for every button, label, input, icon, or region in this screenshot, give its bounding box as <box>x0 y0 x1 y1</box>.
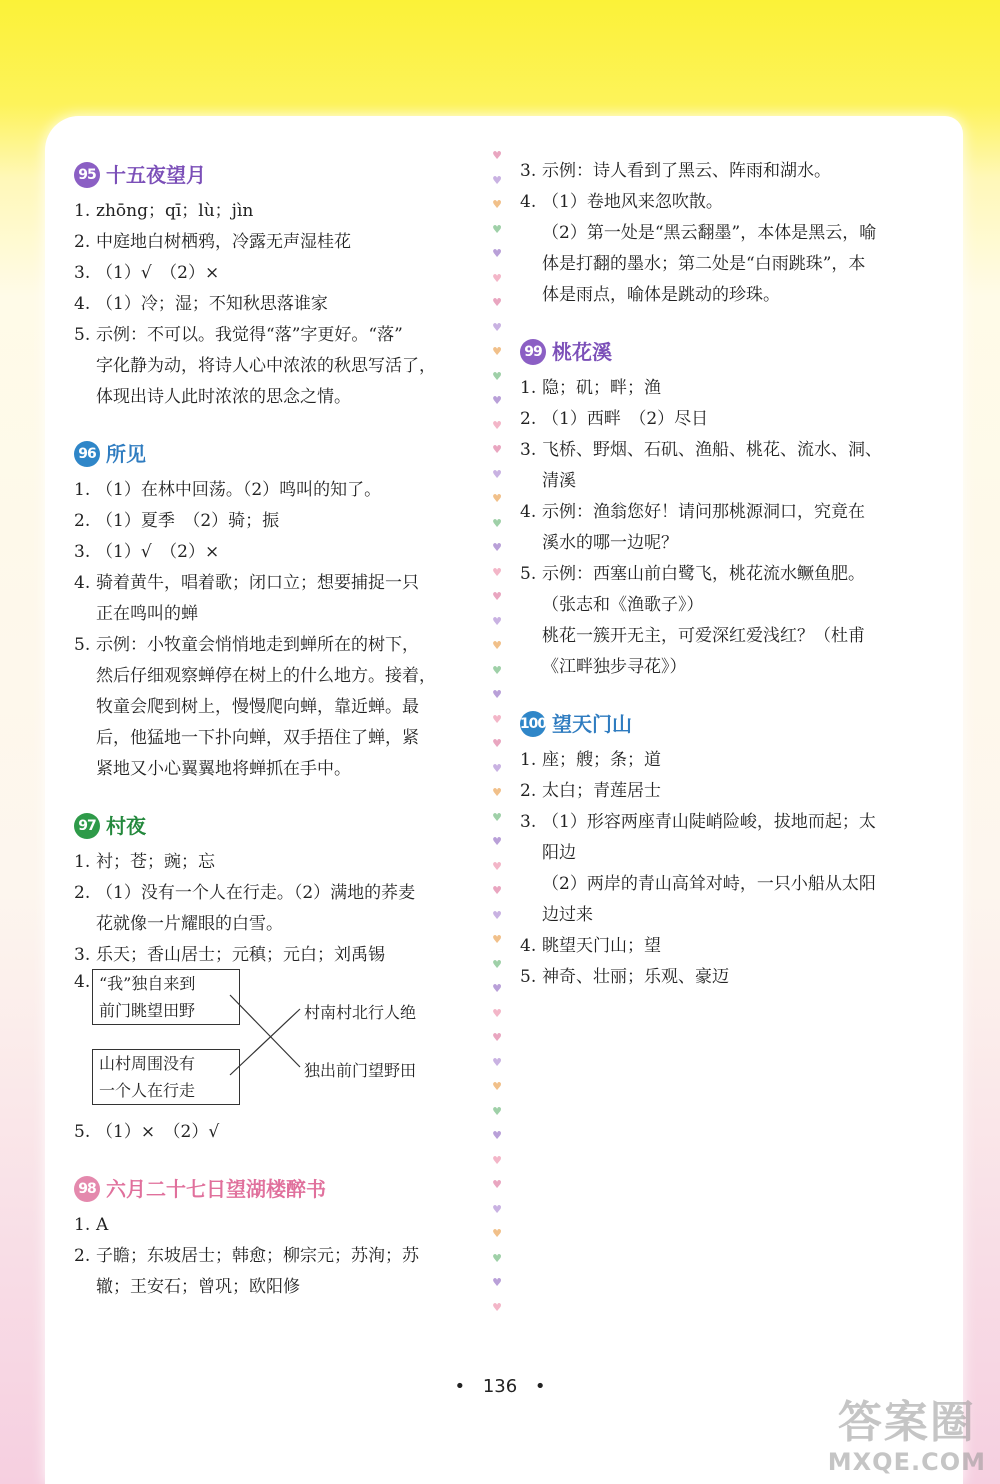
heart-icon: ♥ <box>492 786 502 799</box>
item-number: 2. <box>74 883 91 903</box>
answer-list <box>520 156 920 311</box>
answer-line: 清溪 <box>542 471 576 491</box>
section-97 <box>74 807 474 1148</box>
item-number: 5. <box>520 564 537 584</box>
watermark-url: MXQE.COM <box>827 1448 986 1476</box>
answer-list <box>520 373 920 683</box>
answer-item <box>74 878 474 940</box>
item-number: 5. <box>74 1122 91 1142</box>
watermark-logo: 答案圈 <box>837 1397 976 1448</box>
answer-item <box>74 1241 474 1303</box>
answer-line: 衬；苍；豌；忘 <box>96 852 215 872</box>
item-number: 3. <box>74 945 91 965</box>
answer-item <box>74 506 474 537</box>
answer-item <box>520 404 920 435</box>
heart-icon: ♥ <box>492 639 502 652</box>
answer-line: 骑着黄牛，唱着歌；闭口立；想要捕捉一只 <box>96 573 419 593</box>
answer-line: 子瞻；东坡居士；韩愈；柳宗元；苏洵；苏 <box>96 1246 419 1266</box>
heart-icon: ♥ <box>492 1080 502 1093</box>
answer-line: （1）夏季 （2）骑；振 <box>96 511 280 531</box>
answer-line: zhōng；qī；lù；jìn <box>96 201 254 221</box>
heart-icon: ♥ <box>492 614 502 628</box>
heart-icon: ♥ <box>492 467 502 481</box>
answer-line: 示例：西塞山前白鹭飞，桃花流水鳜鱼肥。 <box>542 564 865 584</box>
item-number: 4. <box>74 573 91 593</box>
answer-line: （2）两岸的青山高耸对峙，一只小船从太阳 <box>542 874 876 894</box>
answer-line: 辙；王安石；曾巩；欧阳修 <box>96 1277 300 1297</box>
answer-item <box>520 962 920 993</box>
section-header <box>520 705 920 743</box>
heart-icon: ♥ <box>492 222 502 236</box>
answer-item <box>74 568 474 630</box>
heart-icon: ♥ <box>492 320 502 334</box>
heart-icon: ♥ <box>492 247 502 260</box>
answer-item <box>74 847 474 878</box>
heart-icon: ♥ <box>492 859 502 873</box>
heart-icon: ♥ <box>492 1300 502 1314</box>
heart-icon: ♥ <box>492 1129 502 1142</box>
answer-line: （张志和《渔歌子》） <box>542 595 704 615</box>
answer-item <box>520 559 920 683</box>
answer-line: 体现出诗人此时浓浓的思念之情。 <box>96 387 351 407</box>
section-title: 所见 <box>106 441 146 466</box>
heart-icon: ♥ <box>492 369 502 383</box>
section-number-badge: 99 <box>520 339 546 365</box>
answer-line: （1）西畔 （2）尽日 <box>542 409 709 429</box>
answer-item <box>520 435 920 497</box>
item-number: 5. <box>520 967 537 987</box>
item-number: 4. <box>520 936 537 956</box>
answer-line: 中庭地白树栖鸦，冷露无声湿桂花 <box>96 232 351 252</box>
section-title: 六月二十七日望湖楼醉书 <box>106 1176 326 1201</box>
heart-icon: ♥ <box>492 173 502 187</box>
section-98 <box>74 1170 474 1303</box>
section-title: 望天门山 <box>552 711 632 736</box>
heart-icon: ♥ <box>492 443 502 456</box>
answer-line: 座；艘；条；道 <box>542 750 661 770</box>
box-line: 前门眺望田野 <box>99 1001 196 1020</box>
answer-item <box>520 187 920 311</box>
section-title: 桃花溪 <box>552 339 612 364</box>
answer-line: 溪水的哪一边呢？ <box>542 533 678 553</box>
heart-icon: ♥ <box>492 345 502 358</box>
heart-icon: ♥ <box>492 933 502 946</box>
item-number: 3. <box>74 263 91 283</box>
heart-icon: ♥ <box>492 712 502 726</box>
heart-icon: ♥ <box>492 761 502 775</box>
item-number: 3. <box>520 161 537 181</box>
heart-icon: ♥ <box>492 1251 502 1265</box>
answer-line: （1）卷地风来忽吹散。 <box>542 192 723 212</box>
section-number-badge: 97 <box>74 813 100 839</box>
right-column <box>520 156 920 1015</box>
item-number: 1. <box>74 1215 91 1235</box>
heart-icon: ♥ <box>492 149 502 162</box>
answer-list <box>74 847 474 971</box>
answer-item <box>74 320 474 413</box>
item-number: 5. <box>74 325 91 345</box>
heart-icon: ♥ <box>492 1031 502 1044</box>
answer-item <box>74 537 474 568</box>
item-number: 3. <box>520 812 537 832</box>
item-number: 3. <box>520 440 537 460</box>
answer-line: 后，他猛地一下扑向蝉，双手捂住了蝉，紧 <box>96 728 419 748</box>
item-number: 2. <box>520 781 537 801</box>
item-number: 1. <box>520 378 537 398</box>
match-box-1 <box>92 969 240 1025</box>
heart-icon: ♥ <box>492 663 502 677</box>
answer-line: 太白；青莲居士 <box>542 781 661 801</box>
item-number: 1. <box>520 750 537 770</box>
watermark <box>828 1398 986 1476</box>
answer-line: 体是打翻的墨水；第二处是“白雨跳珠”，本 <box>542 254 866 274</box>
answer-item <box>74 475 474 506</box>
heart-icon: ♥ <box>492 1276 502 1289</box>
section-100 <box>520 705 920 993</box>
heart-icon: ♥ <box>492 1202 502 1216</box>
item-number: 1. <box>74 201 91 221</box>
answer-line: 神奇、壮丽；乐观、豪迈 <box>542 967 729 987</box>
answer-item <box>520 745 920 776</box>
page-number-value: 136 <box>482 1376 518 1397</box>
heart-icon: ♥ <box>492 908 502 922</box>
section-header <box>74 435 474 473</box>
answer-line: 乐天；香山居士；元稹；元白；刘禹锡 <box>96 945 385 965</box>
item-number: 4. <box>520 192 537 212</box>
answer-line: 体是雨点，喻体是跳动的珍珠。 <box>542 285 780 305</box>
answer-item <box>520 497 920 559</box>
box-line: 一个人在行走 <box>99 1081 196 1100</box>
answer-item <box>74 1210 474 1241</box>
answer-line: 示例：渔翁您好！请问那桃源洞口，究竟在 <box>542 502 865 522</box>
item-number: 2. <box>74 511 91 531</box>
item-number: 5. <box>74 635 91 655</box>
answer-line: 示例：诗人看到了黑云、阵雨和湖水。 <box>542 161 831 181</box>
answer-item <box>520 156 920 187</box>
heart-icon: ♥ <box>492 198 502 211</box>
match-answer-2: 独出前门望野田 <box>304 1061 417 1080</box>
heart-icon: ♥ <box>492 810 502 824</box>
answer-line: （1）形容两座青山陡峭险峻，拔地而起；太 <box>542 812 876 832</box>
answer-line: 飞桥、野烟、石矶、渔船、桃花、流水、洞、 <box>542 440 882 460</box>
section-98-continued <box>520 156 920 311</box>
match-answer-1: 村南村北行人绝 <box>304 1003 417 1022</box>
page-number <box>0 1376 1000 1397</box>
heart-icon: ♥ <box>492 418 502 432</box>
section-header <box>74 156 474 194</box>
heart-icon: ♥ <box>492 835 502 848</box>
heart-icon: ♥ <box>492 884 502 897</box>
answer-list <box>74 475 474 785</box>
heart-icon: ♥ <box>492 565 502 579</box>
heart-icon: ♥ <box>492 957 502 971</box>
page-dot-right: • <box>534 1376 546 1397</box>
answer-list <box>74 1210 474 1303</box>
item-number: 4. <box>74 972 91 992</box>
answer-line: 眺望天门山；望 <box>542 936 661 956</box>
answer-line: 《江畔独步寻花》） <box>542 657 687 677</box>
heart-icon: ♥ <box>492 541 502 554</box>
matching-diagram <box>74 967 474 1117</box>
heart-icon: ♥ <box>492 1227 502 1240</box>
item-number: 2. <box>520 409 537 429</box>
answer-line: 示例：小牧童会悄悄地走到蝉所在的树下， <box>96 635 419 655</box>
item-number: 4. <box>74 294 91 314</box>
answer-item <box>74 289 474 320</box>
left-column <box>74 156 474 1325</box>
heart-icon: ♥ <box>492 688 502 701</box>
item-number: 3. <box>74 542 91 562</box>
answer-line: 花就像一片耀眼的白雪。 <box>96 914 283 934</box>
item-number: 2. <box>74 1246 91 1266</box>
section-header <box>74 1170 474 1208</box>
match-box-2 <box>92 1049 240 1105</box>
answer-item <box>74 1117 474 1148</box>
match-cross-lines <box>228 967 304 1107</box>
heart-icon: ♥ <box>492 1178 502 1191</box>
section-95 <box>74 156 474 413</box>
heart-divider <box>483 150 511 1350</box>
answer-line: （1）√ （2）× <box>96 542 220 562</box>
answer-item <box>520 807 920 931</box>
heart-icon: ♥ <box>492 982 502 995</box>
heart-icon: ♥ <box>492 1055 502 1069</box>
heart-icon: ♥ <box>492 1006 502 1020</box>
answer-item <box>520 373 920 404</box>
answer-line: （1）× （2）√ <box>96 1122 220 1142</box>
answer-line: 紧地又小心翼翼地将蝉抓在手中。 <box>96 759 351 779</box>
answer-line: 牧童会爬到树上，慢慢爬向蝉，靠近蝉。最 <box>96 697 419 717</box>
answer-item <box>74 196 474 227</box>
section-96 <box>74 435 474 785</box>
heart-icon: ♥ <box>492 492 502 505</box>
answer-line: 正在鸣叫的蝉 <box>96 604 198 624</box>
item-number: 2. <box>74 232 91 252</box>
answer-line: 字化静为动，将诗人心中浓浓的秋思写活了， <box>96 356 436 376</box>
answer-line: 阳边 <box>542 843 576 863</box>
answer-line: 示例：不可以。我觉得“落”字更好。“落” <box>96 325 403 345</box>
answer-line: （2）第一处是“黑云翻墨”，本体是黑云，喻 <box>542 223 877 243</box>
answer-item <box>74 630 474 785</box>
section-title: 村夜 <box>106 813 146 838</box>
item-number: 4. <box>520 502 537 522</box>
section-header <box>74 807 474 845</box>
answer-item <box>74 258 474 289</box>
section-number-badge: 96 <box>74 441 100 467</box>
answer-item <box>520 776 920 807</box>
section-header <box>520 333 920 371</box>
answer-line: （1）√ （2）× <box>96 263 220 283</box>
page-dot-left: • <box>454 1376 466 1397</box>
answer-line: 边过来 <box>542 905 593 925</box>
item-number: 1. <box>74 852 91 872</box>
answer-item <box>520 931 920 962</box>
section-number-badge: 95 <box>74 162 100 188</box>
answer-item <box>74 227 474 258</box>
answer-line: 然后仔细观察蝉停在树上的什么地方。接着， <box>96 666 436 686</box>
heart-icon: ♥ <box>492 394 502 407</box>
answer-list <box>520 745 920 993</box>
heart-icon: ♥ <box>492 1153 502 1167</box>
box-line: 山村周围没有 <box>99 1054 196 1073</box>
section-99 <box>520 333 920 683</box>
heart-icon: ♥ <box>492 590 502 603</box>
answer-line: （1）冷；湿；不知秋思落谁家 <box>96 294 328 314</box>
section-title: 十五夜望月 <box>106 162 206 187</box>
answer-list <box>74 196 474 413</box>
answer-line: （1）没有一个人在行走。（2）满地的荞麦 <box>96 883 416 903</box>
item-number: 1. <box>74 480 91 500</box>
section-number-badge: 98 <box>74 1176 100 1202</box>
answer-line: （1）在林中回荡。（2）鸣叫的知了。 <box>96 480 382 500</box>
heart-icon: ♥ <box>492 737 502 750</box>
heart-icon: ♥ <box>492 516 502 530</box>
answer-line: 桃花一簇开无主，可爱深红爱浅红？（杜甫 <box>542 626 865 646</box>
heart-icon: ♥ <box>492 296 502 309</box>
section-number-badge: 100 <box>520 711 546 737</box>
answer-line: A <box>96 1215 109 1235</box>
answer-line: 隐；矶；畔；渔 <box>542 378 661 398</box>
heart-icon: ♥ <box>492 1104 502 1118</box>
box-line: “我”独自来到 <box>99 974 196 993</box>
heart-icon: ♥ <box>492 271 502 285</box>
